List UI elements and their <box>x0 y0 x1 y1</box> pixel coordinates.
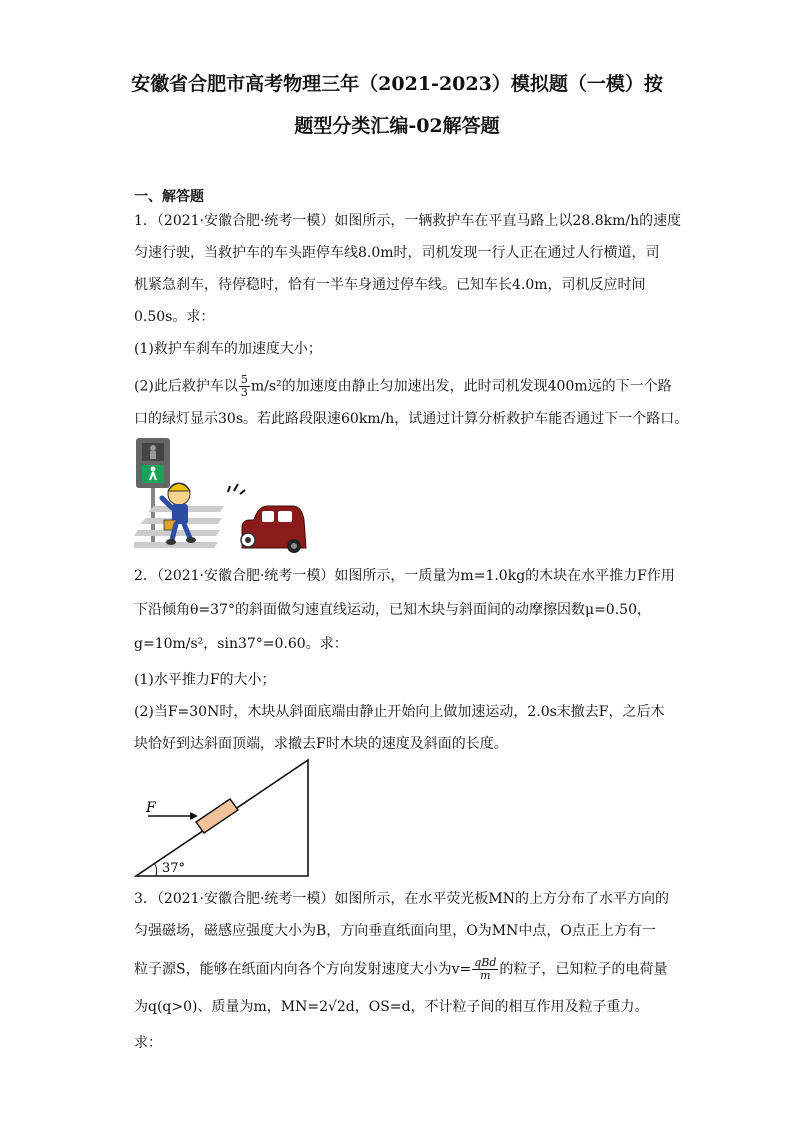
q3-line-1: 3．（2021·安徽合肥·统考一模）如图所示，在水平荧光板MN的上方分布了水平方向的 <box>134 891 670 907</box>
q1-fraction-numerator: 5 <box>240 373 248 386</box>
q3-line-3 <box>134 957 667 982</box>
q2-line-3: g=10m/s²，sin37°=0.60。求： <box>134 636 348 652</box>
section-heading: 一、解答题 <box>134 189 204 205</box>
page-title-line-1: 安徽省合肥市高考物理三年（2021-2023）模拟题（一模）按 <box>131 73 663 95</box>
q2-line-4: (1)水平推力F的大小； <box>134 672 276 688</box>
block-icon <box>196 799 238 833</box>
q1-line-7: 口的绿灯显示30s。若此路段限速60km/h，试通过计算分析救护车能否通过下一个路口。 <box>134 411 689 427</box>
q1-fraction <box>239 374 250 399</box>
q1-line-6-part-a: (2)此后救护车以 <box>134 378 238 395</box>
q1-line-5: (1)救护车刹车的加速度大小； <box>134 341 322 357</box>
q2-figure-incline <box>134 756 314 880</box>
ambulance-car-icon <box>241 506 306 553</box>
page-title-line-2: 题型分类汇编-02解答题 <box>294 115 500 137</box>
q3-line-4: 为q(q>0)、质量为m，MN=2√2d，OS=d，不计粒子间的相互作用及粒子重力。 <box>134 999 649 1015</box>
q3-fraction-denominator: m <box>480 969 491 982</box>
q2-line-2: 下沿倾角θ=37°的斜面做匀速直线运动，已知木块与斜面间的动摩擦因数μ=0.50， <box>134 602 651 618</box>
alert-marks <box>228 484 245 494</box>
q3-line-2: 匀强磁场，磁感应强度大小为B，方向垂直纸面向里，O为MN中点，O点正上方有一 <box>134 923 656 939</box>
q2-line-6: 块恰好到达斜面顶端，求撤去F时木块的速度及斜面的长度。 <box>134 736 508 752</box>
q1-fraction-denominator: 3 <box>240 386 248 399</box>
q1-line-6 <box>134 374 672 399</box>
force-label: F <box>146 800 156 816</box>
angle-label: 37° <box>162 861 186 876</box>
q3-fraction <box>472 957 498 982</box>
q1-line-2: 匀速行驶，当救护车的车头距停车线8.0m时，司机发现一行人正在通过人行横道，司 <box>134 245 660 261</box>
q3-line-3-part-a: 粒子源S，能够在纸面内向各个方向发射速度大小为v= <box>134 961 472 978</box>
q3-fraction-numerator: qBd <box>474 956 497 969</box>
q3-line-5: 求： <box>134 1035 162 1051</box>
q2-line-5: (2)当F=30N时，木块从斜面底端由静止开始向上做加速运动，2.0s末撤去F，之后木 <box>134 704 665 720</box>
q1-figure-crosswalk <box>134 436 314 558</box>
q1-line-4: 0.50s。求： <box>134 309 215 325</box>
q2-line-1: 2．（2021·安徽合肥·统考一模）如图所示，一质量为m=1.0kg的木块在水平推力F作用 <box>134 568 675 584</box>
q3-line-3-part-b: 的粒子，已知粒子的电荷量 <box>499 961 668 978</box>
q1-line-3: 机紧急刹车，待停稳时，恰有一半车身通过停车线。已知车长4.0m，司机反应时间 <box>134 277 646 293</box>
q1-line-6-part-b: m/s²的加速度由静止匀加速出发，此时司机发现400m远的下一个路 <box>250 378 672 395</box>
q1-line-1: 1．（2021·安徽合肥·统考一模）如图所示，一辆救护车在平直马路上以28.8km/h的速度 <box>134 213 682 229</box>
